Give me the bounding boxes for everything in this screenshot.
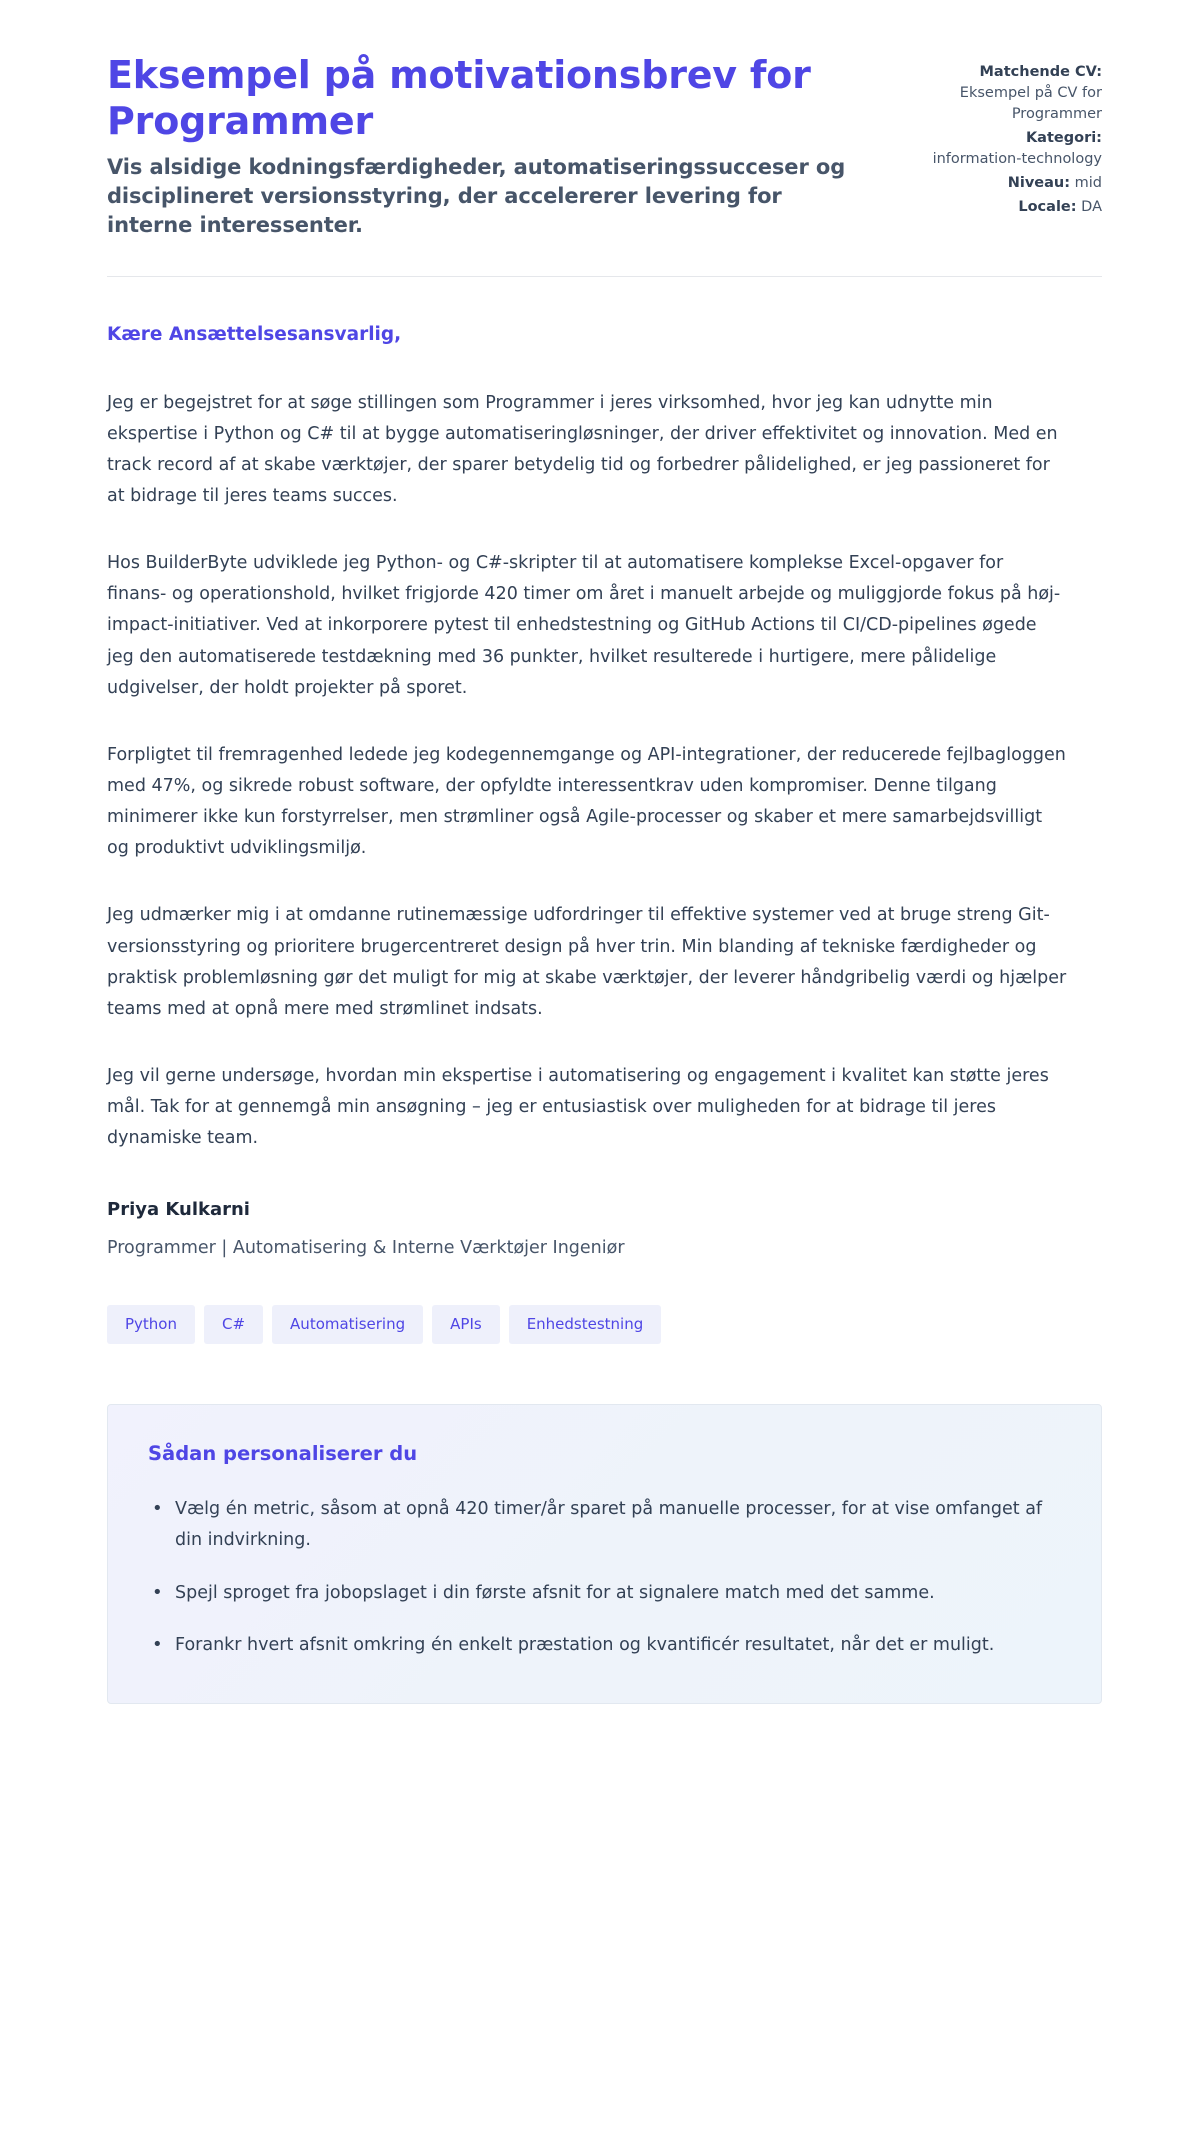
signature-name: Priya Kulkarni [107,1199,250,1221]
meta-matching-cv [902,62,1102,125]
callout-tip-item: • Spejl sproget fra jobopslaget i din første afsnit for at signalere match med det samme. [148,1578,1061,1609]
page-title: Eksempel på motivationsbrev for Programmer [107,53,811,144]
signature-block [0,1154,1200,1258]
skill-tag[interactable]: C# [204,1305,263,1344]
meta-locale-label: Locale: [1018,199,1077,216]
letter-salutation: Kære Ansættelsesansvarlig, [107,323,402,345]
callout-tip-item: • Forankr hvert afsnit omkring én enkelt præstation og kvantificér resultatet, når det er muligt. [148,1630,1061,1661]
letter-paragraph: Hos BuilderByte udviklede jeg Python- og C#-skripter til at automatisere komplekse Excel-opgaver for finans- og operationshold, hvilket frigjorde 420 timer om året i manuelt arbejde og muliggjorde fokus på høj-impact-initiativer. Ved at inkorporere pytest til enhedstestning og GitHub Actions til CI/CD-pipelines øgede jeg den automatiserede testdækning med 36 punkter, hvilket resulterede i hurtigere, mere pålidelige udgivelser, der holdt projekter på sporet. [107,553,1061,698]
letter-paragraph: Jeg vil gerne undersøge, hvordan min ekspertise i automatisering og engagement i kvalitet kan støtte jeres mål. Tak for at gennemgå min ansøgning – jeg er entusiastisk over muligheden for at bidrage til jeres dynamiske team. [107,1066,1049,1149]
header-title-block [107,52,867,240]
meta-level [902,173,1102,194]
meta-locale-value: DA [1081,199,1102,216]
letter-paragraph: Forpligtet til fremragenhed ledede jeg kodegennemgange og API-integrationer, der reducerede fejlbagloggen med 47%, og sikrede robust software, der opfyldte interessentkrav uden kompromiser. Denne tilgang minimerer ikke kun forstyrrelser, men strømliner også Agile-processer og skaber et mere samarbejdsvilligt og produktivt udviklingsmiljø. [107,744,1066,859]
meta-matching-cv-label: Matchende CV: [979,64,1102,80]
meta-category-value: information-technology [932,151,1102,168]
letter-body [0,277,1200,1155]
signature-role: Programmer | Automatisering & Interne Værktøjer Ingeniør [107,1238,625,1259]
skill-tag[interactable]: Enhedstestning [509,1305,662,1344]
skill-tag[interactable]: Python [107,1305,195,1344]
meta-locale [902,197,1102,218]
personalization-callout-wrapper [0,1344,1200,1704]
page-header [0,0,1200,240]
personalization-callout [107,1404,1102,1704]
meta-category-label: Kategori: [1025,130,1102,147]
document-metadata [902,52,1102,218]
meta-category [902,128,1102,170]
skill-tag-list [0,1258,1200,1344]
page-subtitle: Vis alsidige kodningsfærdigheder, automatiseringssucceser og disciplineret versionsstyring, der accelererer levering for interne interessenter. [107,154,846,237]
callout-tip-list [148,1494,1061,1661]
skill-tag[interactable]: APIs [432,1305,500,1344]
meta-matching-cv-value: Eksempel på CV for Programmer [959,85,1102,123]
skill-tag[interactable]: Automatisering [272,1305,423,1344]
meta-level-label: Niveau: [1007,175,1071,192]
meta-level-value: mid [1074,175,1102,192]
letter-paragraph: Jeg er begejstret for at søge stillingen som Programmer i jeres virksomhed, hvor jeg kan udnytte min ekspertise i Python og C# til at bygge automatiseringløsninger, der driver effektivitet og innovation. Med en track record af at skabe værktøjer, der sparer betydelig tid og forbedrer pålidelighed, er jeg passioneret for at bidrage til jeres teams succes. [107,392,1058,507]
callout-title: Sådan personaliserer du [148,1442,418,1466]
callout-tip-item: • Vælg én metric, såsom at opnå 420 timer/år sparet på manuelle processer, for at vise omfanget af din indvirkning. [148,1494,1061,1555]
letter-paragraph: Jeg udmærker mig i at omdanne rutinemæssige udfordringer til effektive systemer ved at bruge streng Git-versionsstyring og prioritere brugercentreret design på hver trin. Min blanding af tekniske færdigheder og praktisk problemløsning gør det muligt for mig at skabe værktøjer, der leverer håndgribelig værdi og hjælper teams med at opnå mere med strømlinet indsats. [107,905,1067,1019]
